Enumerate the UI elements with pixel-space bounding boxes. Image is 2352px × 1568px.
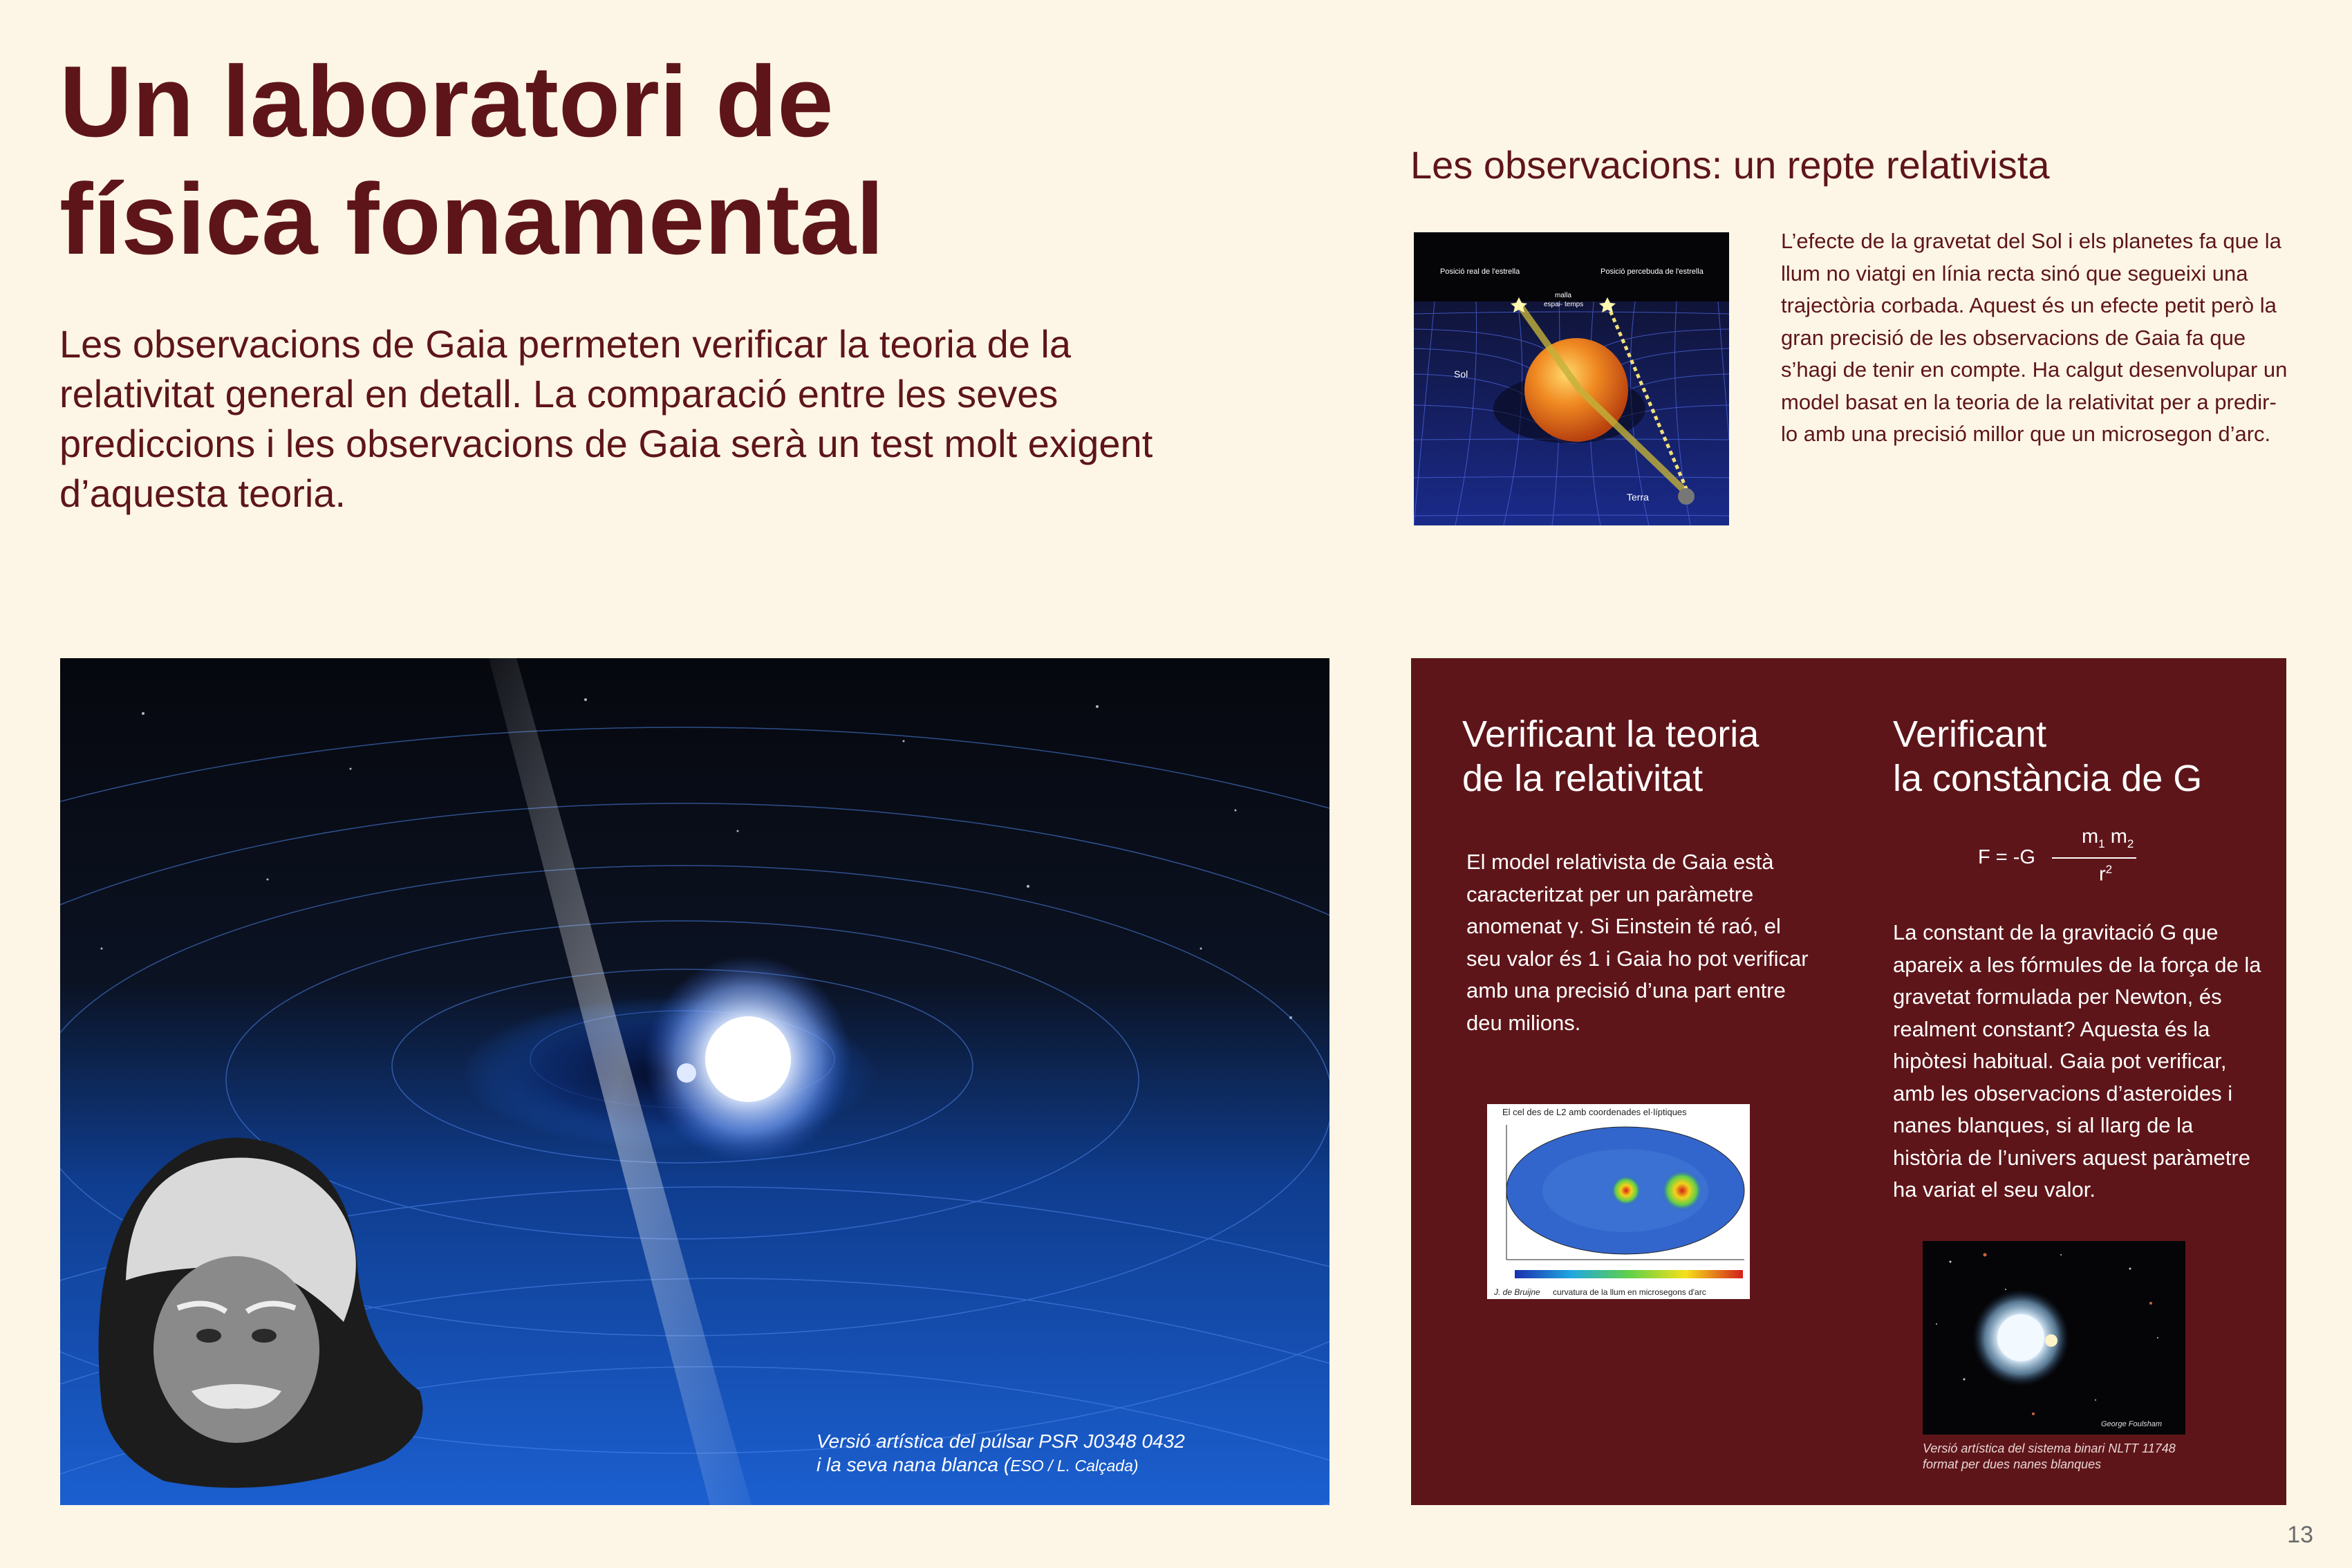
observations-paragraph: L’efecte de la gravetat del Sol i els planetes fa que la llum no viatgi en línia recta sinó que segueixi una trajectòria corbada. Aquest és un efecte petit però la gran precisió de les observacions de Gaia fa que s’hagi de tenir en compte. Ha calgut desenvolupar un model basat en la teoria de la relativitat per a predir-lo amb una precisió millor que un microsegon d’arc. [1781, 229, 2288, 446]
sky-map-figure [1487, 1104, 1750, 1299]
observations-heading: Les observacions: un repte relativista [1410, 143, 2050, 187]
relativity-heading-line-1: Verificant la teoria [1462, 713, 1760, 755]
page-number: 13 [2287, 1522, 2313, 1548]
pulsar-caption-line-1: Versió artística del púlsar PSR J0348 0432 [816, 1430, 1185, 1452]
relativity-heading-line-2: de la relativitat [1462, 758, 1704, 799]
binary-caption [1923, 1441, 2213, 1473]
pulsar-caption-main: i la seva nana blanca ( [816, 1454, 1011, 1475]
pulsar-illustration [60, 658, 1329, 1505]
constant-g-heading [1893, 712, 2252, 801]
label-perceived-position: Posició percebuda de l'estrella [1600, 268, 1704, 276]
spacetime-grid-illustration [1414, 232, 1729, 525]
gravity-formula [1978, 825, 2185, 886]
sky-map-credit: J. de Bruijne [1494, 1287, 1540, 1297]
formula-denominator [2099, 863, 2112, 886]
page-title [59, 43, 1096, 278]
pulsar-caption-line-2 [816, 1453, 1300, 1477]
pulsar-caption [816, 1430, 1300, 1477]
binary-image-credit: George Foulsham [2101, 1420, 2163, 1428]
formula-sub2: 2 [2127, 837, 2134, 850]
sky-map-title: El cel des de L2 amb coordenades el·líptiques [1502, 1107, 1687, 1117]
pulsar-caption-credit: ESO / L. Calçada) [1010, 1457, 1139, 1475]
constant-g-paragraph: La constant de la gravitació G que apareix a les fórmules de la força de la gravetat formulada per Newton, és realment constant? Aquesta és la hipòtesi habitual. Gaia pot verificar, amb les observacions d’asteroides i nanes blanques, si al llarg de la història de l’univers aquest paràmetre ha variat el seu valor. [1893, 920, 2261, 1202]
relativity-paragraph: El model relativista de Gaia està caracteritzat per un paràmetre anomenat γ. Si Einstein té raó, el seu valor és 1 i Gaia ho pot verificar amb una precisió d’una part entre deu milions. [1466, 850, 1809, 1035]
pulsar-artwork [60, 658, 1329, 1505]
ecliptic-sky-map [1487, 1104, 1750, 1299]
label-real-position: Posició real de l'estrella [1440, 268, 1520, 276]
label-espai-temps: espai- temps [1544, 301, 1584, 308]
formula-numerator [2082, 825, 2134, 851]
constant-g-heading-line-2: la constància de G [1893, 758, 2203, 799]
formula-m2: m [2104, 825, 2127, 848]
constant-g-heading-line-1: Verificant [1893, 713, 2047, 755]
label-sun: Sol [1454, 368, 1468, 380]
sky-map-scale-label: curvatura de la llum en microsegons d'arc [1553, 1287, 1706, 1297]
binary-caption-line-1: Versió artística del sistema binari NLTT 11748 [1923, 1441, 2176, 1455]
light-bending-diagram [1414, 232, 1729, 525]
formula-m1: m [2082, 825, 2099, 848]
formula-sup: 2 [2105, 863, 2113, 876]
intro-paragraph: Les observacions de Gaia permeten verificar la teoria de la relativitat general en detall. La comparació entre les seves prediccions i les observacions de Gaia serà un test molt exigent d’aquesta teoria. [59, 322, 1153, 515]
binary-system-illustration [1923, 1241, 2185, 1435]
title-line-1: Un laboratori de [59, 45, 834, 158]
formula-sub1: 1 [2098, 837, 2105, 850]
binary-system-image [1923, 1241, 2185, 1435]
formula-r: r [2099, 863, 2106, 886]
binary-caption-line-2: format per dues nanes blanques [1923, 1457, 2102, 1471]
formula-lhs: F = -G [1978, 846, 2035, 868]
verification-panel [1411, 658, 2286, 1505]
relativity-heading [1462, 712, 1849, 801]
title-line-2: física fonamental [59, 162, 884, 275]
label-earth: Terra [1627, 492, 1649, 503]
formula-fraction-bar [2052, 857, 2136, 859]
label-malla: malla [1555, 292, 1571, 299]
